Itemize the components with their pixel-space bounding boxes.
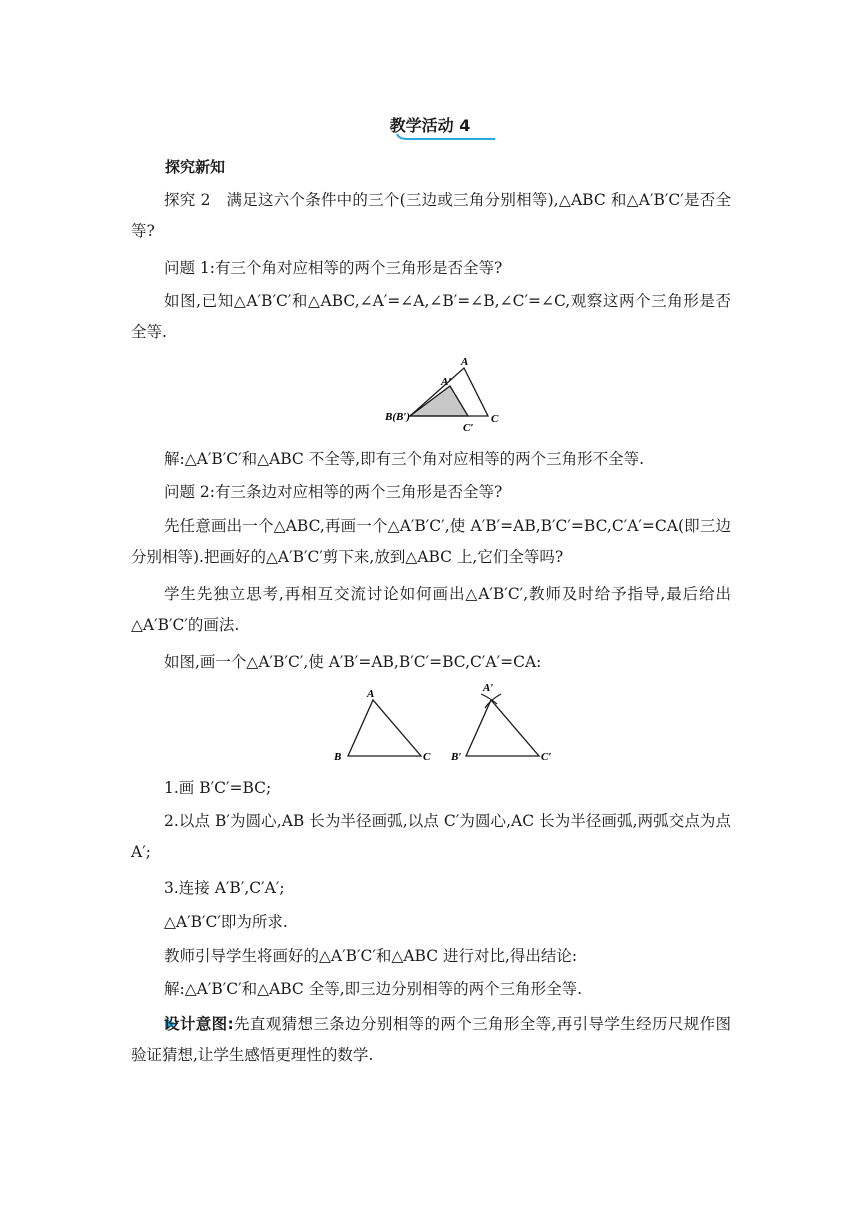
triangle-abc	[348, 700, 421, 756]
question-1-given: 如图,已知△A′B′C′和△ABC,∠A′=∠A,∠B′=∠B,∠C′=∠C,观察这两个三角形是否全等.	[131, 292, 731, 341]
fig2-label-a-prime: A′	[483, 682, 494, 694]
question-2: 问题 2:有三条边对应相等的两个三角形是否全等?	[164, 483, 503, 501]
compare-paragraph: 教师引导学生将画好的△A′B′C′和△ABC 进行对比,得出结论:	[164, 947, 578, 965]
question-1-answer: 解:△A′B′C′和△ABC 不全等,即有三个角对应相等的两个三角形不全等.	[164, 450, 645, 468]
fig2-label-b-prime: B′	[451, 751, 462, 763]
page-title: 教学活动 4	[389, 116, 471, 135]
fig1-label-c: C	[491, 413, 499, 425]
explore-paragraph: 探究 2 满足这六个条件中的三个(三边或三角分别相等),△ABC 和△A′B′C′是否全等?	[131, 191, 731, 240]
fig2-label-c: C	[423, 751, 431, 763]
step-3: 3.连接 A′B′,C′A′;	[164, 879, 285, 897]
fig1-label-b: B(B′)	[385, 411, 411, 423]
fig2-label-c-prime: C′	[541, 751, 552, 763]
title-underline	[395, 133, 499, 141]
fig1-label-c-prime: C′	[463, 422, 474, 434]
design-intent-label: 设计意图:	[164, 1015, 234, 1033]
section-heading: 探究新知	[165, 158, 226, 176]
fig1-label-a-prime: A′	[441, 376, 452, 388]
design-intent-text: 先直观猜想三条边分别相等的两个三角形全等,再引导学生经历尺规作图验证猜想,让学生感悟更理性的数学.	[131, 1015, 731, 1064]
triangle-a-prime	[466, 700, 539, 756]
question-2-task: 先任意画出一个△ABC,再画一个△A′B′C′,使 A′B′=AB,B′C′=BC,C′A′=CA(即三边分别相等).把画好的△A′B′C′剪下来,放到△ABC 上,它们全等吗?	[131, 517, 731, 566]
step-2: 2.以点 B′为圆心,AB 长为半径画弧,以点 C′为圆心,AC 长为半径画弧,两弧交点为点 A′;	[131, 812, 731, 861]
question-1: 问题 1:有三个角对应相等的两个三角形是否全等?	[164, 259, 503, 277]
fig2-label-b: B	[334, 751, 342, 763]
figure-construction	[325, 680, 565, 770]
construction-result: △A′B′C′即为所求.	[164, 913, 288, 931]
question-2-answer: 解:△A′B′C′和△ABC 全等,即三边分别相等的两个三角形全等.	[164, 980, 583, 998]
step-1: 1.画 B′C′=BC;	[164, 779, 272, 797]
question-2-figure-intro: 如图,画一个△A′B′C′,使 A′B′=AB,B′C′=BC,C′A′=CA:	[164, 653, 542, 671]
fig1-label-a: A	[461, 356, 469, 368]
design-intent	[131, 1009, 731, 1071]
question-2-discussion: 学生先独立思考,再相互交流讨论如何画出△A′B′C′,教师及时给予指导,最后给出△A′B′C′的画法.	[131, 585, 731, 634]
fig2-label-a: A	[367, 688, 375, 700]
figure-similar-triangles	[385, 352, 515, 438]
